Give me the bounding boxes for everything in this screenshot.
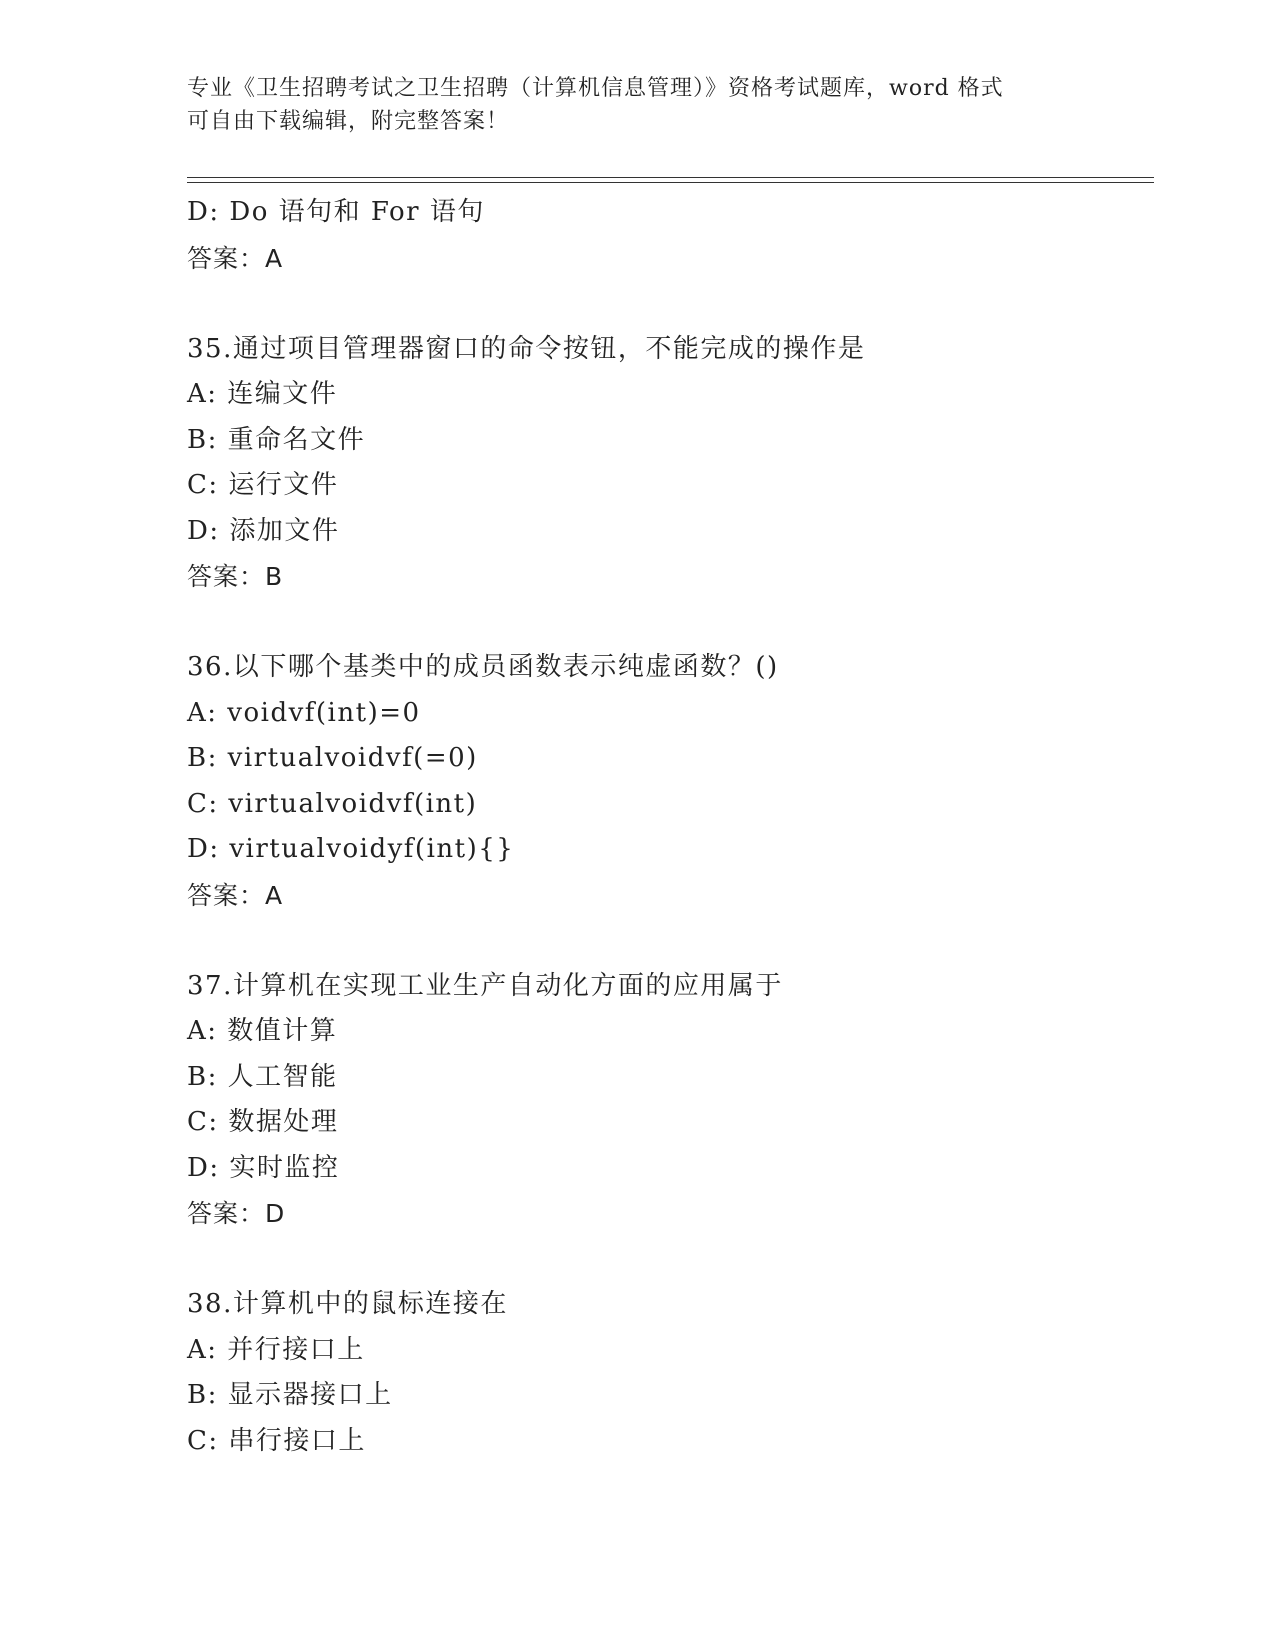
option-b: B: 显示器接口上 (187, 1380, 393, 1410)
prev-answer: 答案：A (187, 243, 284, 273)
answer: 答案：B (187, 562, 284, 591)
option-a: A: 并行接口上 (187, 1334, 365, 1365)
header-line-1: 专业《卫生招聘考试之卫生招聘（计算机信息管理）》资格考试题库，word 格式 (187, 76, 1004, 101)
answer: 答案：A (187, 880, 284, 910)
answer: 答案：D (187, 1199, 286, 1228)
page-header (187, 72, 1087, 138)
option-a: A: 连编文件 (187, 379, 338, 409)
option-b: B: virtualvoidvf(=0) (187, 743, 478, 773)
spacer (187, 600, 1147, 646)
option-c: C: 数据处理 (187, 1107, 339, 1137)
question-stem: 35.通过项目管理器窗口的命令按钮，不能完成的操作是 (187, 333, 866, 364)
header-divider-bottom (187, 182, 1154, 183)
option-d: D: virtualvoidyf(int){} (187, 834, 515, 864)
header-line-2: 可自由下载编辑，附完整答案！ (187, 109, 510, 134)
question-list (187, 190, 1147, 1464)
spacer (187, 918, 1147, 964)
spacer (187, 1237, 1147, 1283)
option-c: C: 串行接口上 (187, 1425, 366, 1456)
prev-option-d: D: Do 语句和 For 语句 (187, 197, 485, 227)
spacer (187, 281, 1147, 327)
option-b: B: 重命名文件 (187, 424, 366, 455)
question-stem: 38.计算机中的鼠标连接在 (187, 1289, 508, 1319)
option-c: C: 运行文件 (187, 470, 339, 500)
option-b: B: 人工智能 (187, 1061, 338, 1092)
header-divider-top (187, 177, 1154, 178)
option-c: C: virtualvoidvf(int) (187, 788, 478, 819)
option-a: A: voidvf(int)=0 (187, 697, 421, 728)
option-a: A: 数值计算 (187, 1016, 338, 1046)
question-stem: 37.计算机在实现工业生产自动化方面的应用属于 (187, 970, 783, 1001)
option-d: D: 添加文件 (187, 515, 340, 546)
option-d: D: 实时监控 (187, 1152, 340, 1183)
question-stem: 36.以下哪个基类中的成员函数表示纯虚函数？() (187, 652, 779, 682)
